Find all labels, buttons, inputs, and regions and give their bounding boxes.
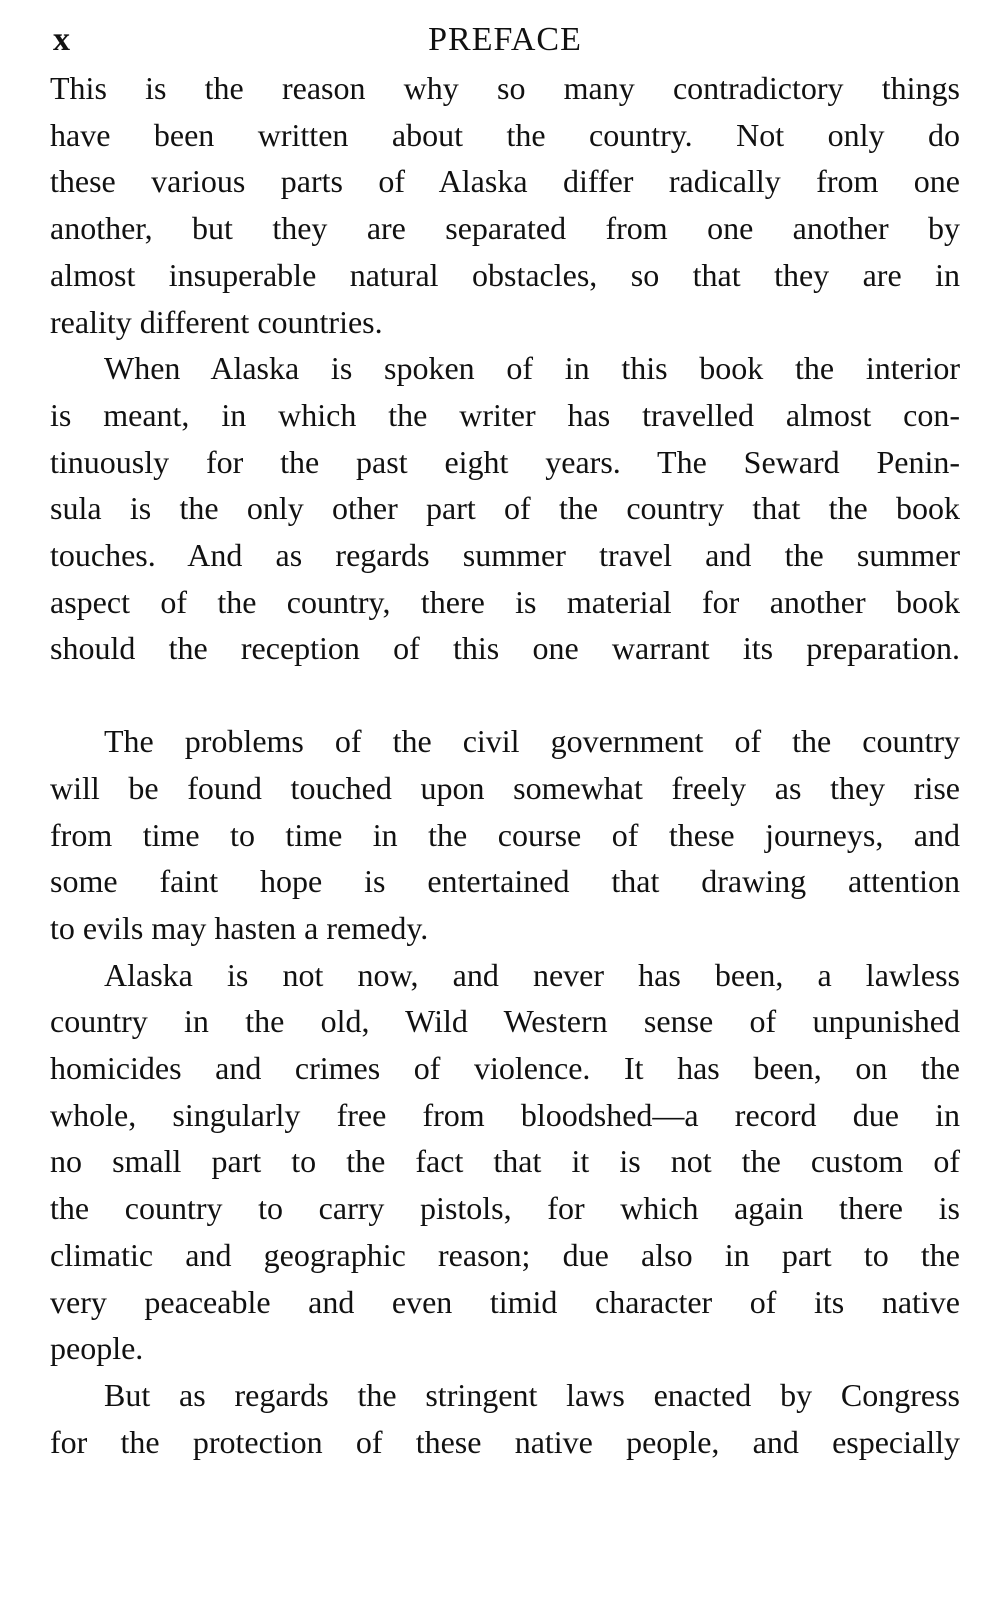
- text-line: for the protection of these native people, and especially: [50, 1423, 960, 1460]
- text-line: aspect of the country, there is material for another book: [50, 583, 960, 620]
- text-line: country in the old, Wild Western sense of unpunished: [50, 1003, 960, 1040]
- text-line: touches. And as regards summer travel and the summer: [50, 537, 960, 574]
- text-line: This is the reason why so many contradictory things: [50, 70, 960, 106]
- text-line: The problems of the civil government of the country: [104, 723, 960, 760]
- text-line: have been written about the country. Not only do: [50, 116, 960, 153]
- text-line: from time to time in the course of these journeys, and: [50, 816, 960, 853]
- text-line: homicides and crimes of violence. It has been, on the: [50, 1050, 960, 1087]
- book-page: [50, 18, 960, 1465]
- text-line: these various parts of Alaska differ radically from one: [50, 163, 960, 200]
- text-line: Alaska is not now, and never has been, a lawless: [104, 956, 960, 993]
- body-text: [50, 65, 960, 1465]
- text-line: climatic and geographic reason; due also in part to the: [50, 1236, 960, 1273]
- text-line: When Alaska is spoken of in this book the interior: [104, 350, 960, 387]
- text-line: whole, singularly free from bloodshed—a record due in: [50, 1096, 960, 1133]
- paragraph-5: [50, 1372, 960, 1465]
- page-number: x: [53, 21, 71, 58]
- text-line: reality different countries.: [50, 303, 383, 340]
- text-line: some faint hope is entertained that drawing attention: [50, 863, 960, 900]
- text-line: the country to carry pistols, for which again there is: [50, 1190, 960, 1227]
- text-line: sula is the only other part of the country that the book: [50, 490, 960, 527]
- paragraph-3: [50, 718, 960, 952]
- text-line: people.: [50, 1330, 144, 1367]
- text-line: almost insuperable natural obstacles, so that they are in: [50, 256, 960, 293]
- text-line: tinuously for the past eight years. The Seward Penin-: [50, 443, 960, 480]
- text-line: very peaceable and even timid character of its native: [50, 1283, 960, 1320]
- text-line: will be found touched upon somewhat freely as they rise: [50, 769, 960, 806]
- running-title: PREFACE: [428, 21, 582, 58]
- text-line: But as regards the stringent laws enacted by Congress: [104, 1376, 960, 1413]
- text-line: to evils may hasten a remedy.: [50, 909, 429, 946]
- paragraph-1: [50, 65, 960, 345]
- text-line: no small part to the fact that it is not the custom of: [50, 1143, 960, 1180]
- text-line: another, but they are separated from one another by: [50, 210, 960, 247]
- running-header: [50, 18, 960, 62]
- paragraph-4: [50, 952, 960, 1372]
- text-line: should the reception of this one warrant its preparation.: [50, 630, 960, 667]
- paragraph-2: [50, 345, 960, 672]
- text-line: is meant, in which the writer has travelled almost con-: [50, 396, 960, 433]
